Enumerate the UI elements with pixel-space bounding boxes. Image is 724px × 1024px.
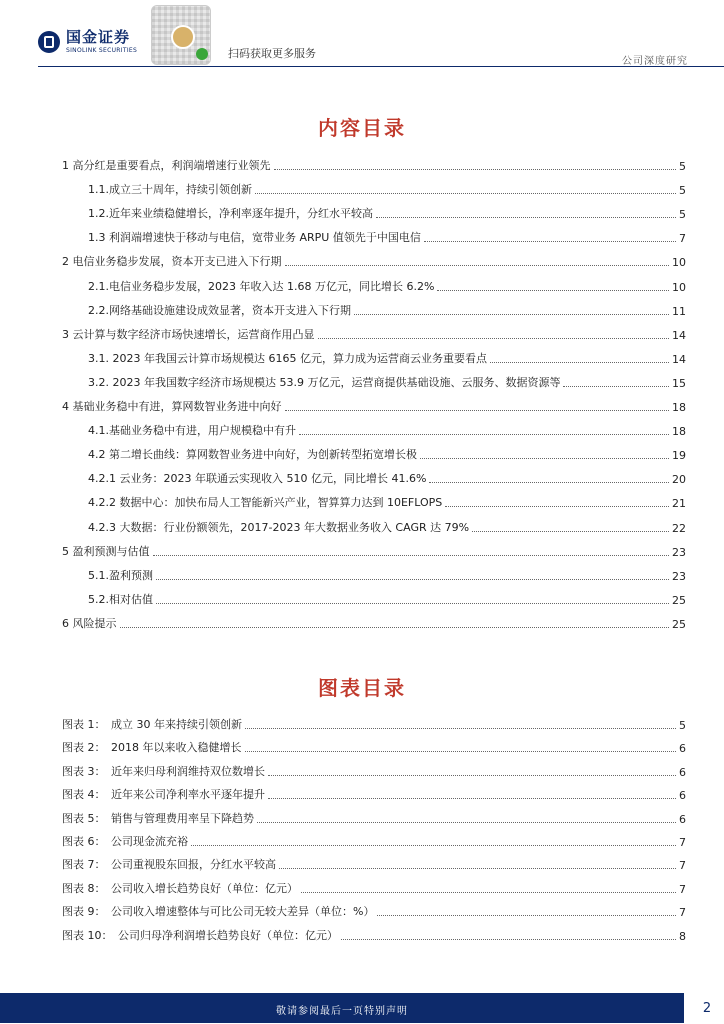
entry-page: 23 (672, 545, 686, 559)
entry-page: 25 (672, 617, 686, 631)
entry-title: 2.1.电信业务稳步发展，2023 年收入达 1.68 万亿元，同比增长 6.2% (88, 279, 435, 293)
entry-title: 图表 5： 销售与管理费用率呈下降趋势 (62, 811, 254, 825)
entry-title: 图表 10： 公司归母净利润增长趋势良好（单位：亿元） (62, 928, 338, 942)
leader-dots (354, 314, 669, 315)
entry-page: 11 (672, 304, 686, 318)
entry-page: 5 (679, 160, 686, 173)
qr-logo-icon (171, 25, 195, 49)
mini-program-icon (196, 48, 208, 60)
entry-page: 15 (672, 376, 686, 390)
leader-dots (563, 386, 669, 387)
toc-entry[interactable] (62, 155, 686, 173)
figure-entry[interactable] (62, 901, 686, 919)
leader-dots (341, 939, 676, 940)
entry-page: 10 (672, 280, 686, 294)
entry-page: 7 (679, 836, 686, 849)
footer-disclaimer: 敬请参阅最后一页特别声明 (276, 1006, 408, 1017)
leader-dots (274, 169, 677, 170)
toc-entry[interactable] (62, 348, 686, 366)
leader-dots (301, 892, 676, 893)
entry-title: 3.2. 2023 年我国数字经济市场规模达 53.9 万亿元，运营商提供基础设施、云服务、数据资源等 (88, 375, 561, 389)
entry-page: 14 (672, 328, 686, 342)
toc-entry[interactable] (62, 420, 686, 438)
entry-page: 18 (672, 425, 686, 439)
entry-page: 7 (679, 882, 686, 896)
leader-dots (490, 362, 669, 363)
entry-title: 5 盈利预测与估值 (62, 544, 150, 558)
entry-title: 图表 7： 公司重视股东回报，分红水平较高 (62, 858, 276, 872)
entry-title: 1.2.近年来业绩稳健增长，净利率逐年提升，分红水平较高 (88, 207, 373, 221)
entry-page: 5 (679, 719, 686, 732)
figure-entry[interactable] (62, 878, 686, 896)
entry-page: 5 (679, 184, 686, 198)
toc-entry[interactable] (62, 372, 686, 390)
entry-page: 6 (679, 742, 686, 756)
entry-title: 图表 2： 2018 年以来收入稳健增长 (62, 741, 242, 755)
toc-title: 内容目录 (318, 116, 406, 140)
entry-title: 4.2 第二增长曲线：算网数智业务进中向好，为创新转型拓宽增长极 (88, 448, 417, 462)
leader-dots (279, 868, 676, 869)
entry-page: 7 (679, 859, 686, 873)
leader-dots (245, 751, 677, 752)
toc-entry[interactable] (62, 444, 686, 462)
entry-page: 5 (679, 208, 686, 222)
entry-title: 图表 4： 近年来公司净利率水平逐年提升 (62, 788, 265, 802)
entry-title: 4 基础业务稳中有进，算网数智业务进中向好 (62, 400, 282, 413)
entry-page: 19 (672, 449, 686, 463)
report-type: 公司深度研究 (622, 56, 688, 67)
toc-entry[interactable] (62, 203, 686, 221)
entry-title: 4.2.2 数据中心：加快布局人工智能新兴产业，智算算力达到 10EFLOPS (88, 496, 443, 510)
entry-title: 1.1.成立三十周年，持续引领创新 (88, 183, 252, 197)
entry-page: 7 (679, 232, 686, 246)
leader-dots (257, 822, 676, 823)
toc-entry[interactable] (62, 300, 686, 318)
figure-entry[interactable] (62, 784, 686, 802)
entry-title: 4.1.基础业务稳中有进，用户规模稳中有升 (88, 424, 296, 438)
toc-entry[interactable] (62, 179, 686, 197)
entry-page: 6 (679, 812, 686, 826)
leader-dots (191, 845, 676, 846)
entry-page: 18 (672, 401, 686, 414)
entry-title: 1.3 利润端增速快于移动与电信，宽带业务 ARPU 值领先于中国电信 (88, 231, 421, 245)
leader-dots (153, 555, 670, 556)
figure-entry[interactable] (62, 714, 686, 732)
entry-page: 25 (672, 593, 686, 607)
entry-page: 20 (672, 473, 686, 487)
toc-entry[interactable] (62, 589, 686, 607)
logo-name-cn: 国金证券 (66, 28, 131, 46)
leader-dots (424, 241, 676, 242)
leader-dots (472, 531, 669, 532)
entry-page: 23 (672, 569, 686, 583)
leader-dots (156, 603, 669, 604)
entry-title: 2 电信业务稳步发展，资本开支已进入下行期 (62, 255, 282, 269)
entry-title: 图表 1： 成立 30 年来持续引领创新 (62, 718, 242, 731)
leader-dots (445, 506, 669, 507)
toc-entry[interactable] (62, 276, 686, 294)
entry-title: 4.2.3 大数据：行业份额领先，2017-2023 年大数据业务收入 CAGR 达 79% (88, 520, 470, 534)
leader-dots (120, 627, 670, 628)
leader-dots (377, 915, 676, 916)
entry-page: 6 (679, 789, 686, 803)
company-logo (38, 30, 137, 54)
toc-entry[interactable] (62, 227, 686, 245)
leader-dots (318, 338, 670, 339)
leader-dots (268, 775, 676, 776)
leader-dots (376, 217, 676, 218)
leader-dots (285, 410, 670, 411)
entry-title: 3.1. 2023 年我国云计算市场规模达 6165 亿元，算力成为运营商云业务重要看点 (88, 351, 487, 365)
leader-dots (156, 579, 669, 580)
leader-dots (299, 434, 669, 435)
leader-dots (437, 290, 669, 291)
entry-title: 6 风险提示 (62, 616, 117, 630)
qr-code[interactable] (151, 5, 211, 65)
toc-entry[interactable] (62, 613, 686, 631)
entry-page: 14 (672, 352, 686, 366)
figure-entry[interactable] (62, 808, 686, 826)
figure-entry[interactable] (62, 761, 686, 779)
figure-entry[interactable] (62, 737, 686, 755)
footer-bar (0, 993, 684, 1023)
toc-entry[interactable] (62, 468, 686, 486)
page-number: 2 (702, 1001, 712, 1016)
leader-dots (245, 728, 676, 729)
entry-page: 7 (679, 906, 686, 920)
entry-title: 图表 8： 公司收入增长趋势良好（单位：亿元） (62, 881, 298, 895)
figure-entry[interactable] (62, 854, 686, 872)
entry-title: 5.2.相对估值 (88, 592, 153, 606)
logo-name-en: SINOLINK SECURITIES (66, 47, 138, 54)
figures-title: 图表目录 (318, 676, 406, 700)
logo-icon (38, 31, 60, 53)
entry-page: 22 (672, 521, 686, 535)
entry-page: 8 (679, 929, 686, 943)
entry-title: 1 高分红是重要看点，利润端增速行业领先 (62, 159, 271, 172)
entry-title: 3 云计算与数字经济市场快速增长，运营商作用凸显 (62, 327, 315, 341)
scan-prompt: 扫码获取更多服务 (228, 47, 316, 60)
leader-dots (429, 482, 669, 483)
toc-entry[interactable] (62, 565, 686, 583)
entry-title: 4.2.1 云业务：2023 年联通云实现收入 510 亿元，同比增长 41.6% (88, 472, 427, 486)
toc-entry[interactable] (62, 251, 686, 269)
page-footer (0, 993, 724, 1024)
entry-page: 10 (672, 256, 686, 270)
figure-entry[interactable] (62, 831, 686, 849)
entry-page: 21 (672, 497, 686, 511)
toc-entry[interactable] (62, 492, 686, 510)
header-divider (38, 66, 724, 67)
entry-page: 6 (679, 765, 686, 779)
leader-dots (420, 458, 669, 459)
entry-title: 5.1.盈利预测 (88, 568, 153, 582)
toc-entry[interactable] (62, 324, 686, 342)
page-header (0, 0, 724, 70)
toc-entry[interactable] (62, 541, 686, 559)
toc-entry[interactable] (62, 517, 686, 535)
toc-entry[interactable] (62, 396, 686, 414)
figure-entry[interactable] (62, 925, 686, 943)
leader-dots (268, 798, 676, 799)
entry-title: 图表 6： 公司现金流充裕 (62, 835, 188, 848)
entry-title: 图表 9： 公司收入增速整体与可比公司无较大差异（单位：%） (62, 905, 375, 919)
leader-dots (285, 265, 670, 266)
leader-dots (255, 193, 676, 194)
entry-title: 图表 3： 近年来归母利润维持双位数增长 (62, 764, 265, 778)
entry-title: 2.2.网络基础设施建设成效显著，资本开支进入下行期 (88, 303, 351, 317)
